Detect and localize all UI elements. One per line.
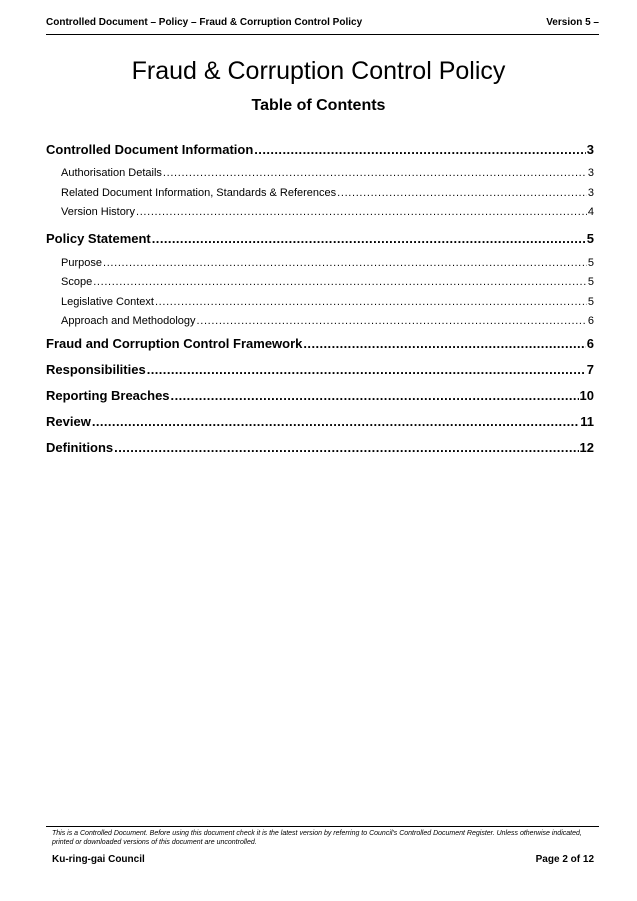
- toc-leader-dots: [136, 206, 587, 218]
- footer-divider: [46, 826, 599, 827]
- toc-entry-page: 10: [579, 388, 594, 403]
- toc-entry[interactable]: [46, 276, 594, 288]
- toc-entry-label: Purpose: [61, 257, 102, 269]
- toc-leader-dots: [163, 167, 587, 179]
- toc-entry-page: 5: [586, 231, 594, 246]
- toc-entry[interactable]: [46, 142, 594, 157]
- toc-entry[interactable]: [46, 257, 594, 269]
- toc-entry-page: 3: [587, 167, 594, 179]
- toc-heading: Table of Contents: [251, 97, 386, 114]
- toc-entry[interactable]: [46, 315, 594, 327]
- toc-entry-page: 6: [587, 315, 594, 327]
- toc-leader-dots: [171, 388, 579, 403]
- header-document-title: Controlled Document – Policy – Fraud & Corruption Control Policy: [46, 17, 363, 28]
- toc-entry-label: Definitions: [46, 440, 114, 455]
- toc-entry-page: 5: [587, 257, 594, 269]
- toc-entry[interactable]: [46, 296, 594, 308]
- toc-entry-label: Controlled Document Information: [46, 142, 254, 157]
- toc-entry-label: Version History: [61, 206, 135, 218]
- toc-entry-page: 7: [586, 362, 594, 377]
- page-header: [46, 12, 599, 35]
- toc-leader-dots: [254, 142, 585, 157]
- footer-page-number: Page 2 of 12: [535, 854, 594, 865]
- toc-entry-page: 3: [587, 187, 594, 199]
- toc-entry-label: Review: [46, 414, 91, 429]
- footer-disclaimer: This is a Controlled Document. Before using this document check it is the latest version by referring to Council's Controlled Document Register. Unless otherwise indicated, printed or downloaded versions of this document are uncontrolled.: [52, 830, 582, 846]
- toc-leader-dots: [337, 187, 587, 199]
- toc-entry-label: Authorisation Details: [61, 167, 162, 179]
- toc-entry[interactable]: [46, 440, 594, 455]
- toc-leader-dots: [93, 276, 587, 288]
- toc-entry-page: 6: [586, 336, 594, 351]
- toc-entry-label: Policy Statement: [46, 231, 151, 246]
- footer-organisation: Ku-ring-gai Council: [52, 854, 145, 865]
- toc-entry-page: 5: [587, 276, 594, 288]
- toc-leader-dots: [92, 414, 579, 429]
- header-version: Version 5 –: [546, 17, 599, 28]
- toc-entry[interactable]: [46, 362, 594, 377]
- toc-leader-dots: [103, 257, 587, 269]
- toc-entry-label: Related Document Information, Standards & References: [61, 187, 337, 199]
- toc-leader-dots: [197, 315, 587, 327]
- toc-leader-dots: [152, 231, 586, 246]
- toc-leader-dots: [303, 336, 585, 351]
- toc-entry-label: Responsibilities: [46, 362, 146, 377]
- document-title: Fraud & Corruption Control Policy: [131, 57, 506, 85]
- toc-entry[interactable]: [46, 336, 594, 351]
- toc-entry-page: 5: [587, 296, 594, 308]
- toc-entry[interactable]: [46, 187, 594, 199]
- toc-entry-page: 11: [580, 414, 594, 429]
- toc-entry[interactable]: [46, 167, 594, 179]
- toc-entry-page: 12: [579, 440, 594, 455]
- toc-entry[interactable]: [46, 388, 594, 403]
- toc-entry-label: Reporting Breaches: [46, 388, 170, 403]
- toc-entry-label: Legislative Context: [61, 296, 154, 308]
- toc-leader-dots: [155, 296, 587, 308]
- toc-leader-dots: [147, 362, 586, 377]
- toc-entry[interactable]: [46, 206, 594, 218]
- toc-entry-page: 3: [586, 142, 594, 157]
- toc-leader-dots: [114, 440, 578, 455]
- toc-entry-label: Fraud and Corruption Control Framework: [46, 336, 303, 351]
- toc-entry[interactable]: [46, 414, 594, 429]
- toc-entry[interactable]: [46, 231, 594, 246]
- toc-entry-label: Approach and Methodology: [61, 315, 196, 327]
- toc-entry-page: 4: [587, 206, 594, 218]
- toc-entry-label: Scope: [61, 276, 93, 288]
